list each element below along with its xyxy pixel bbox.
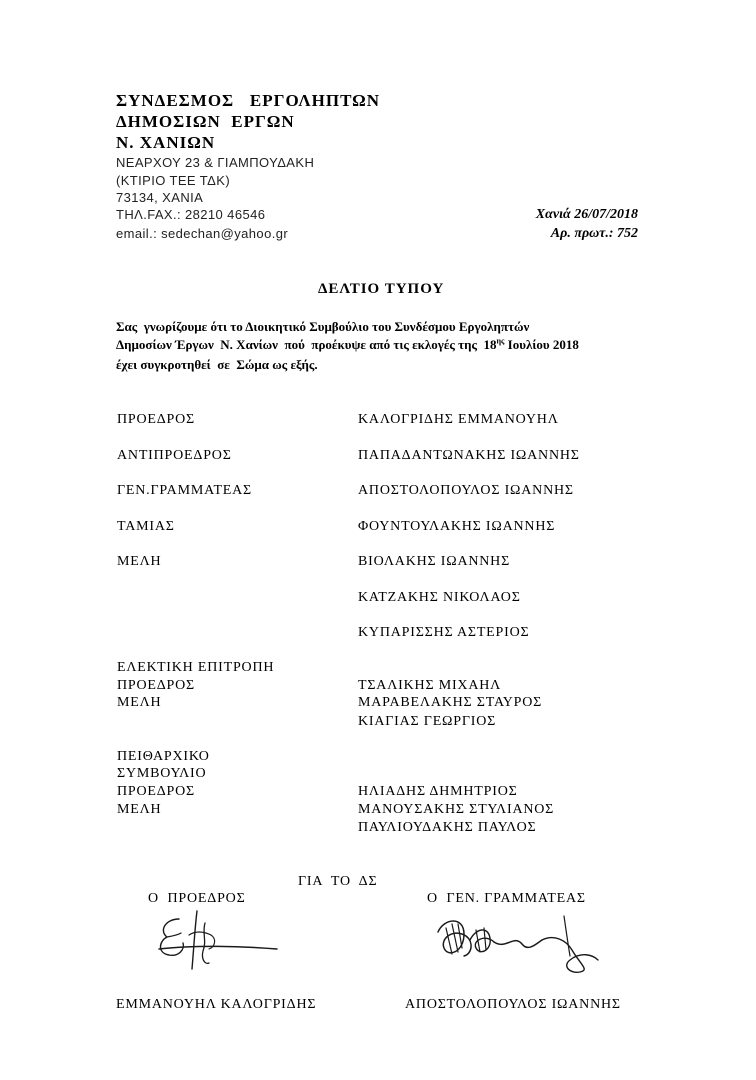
address-city: 73134, ΧΑΝΙΑ [116,190,204,205]
committee-member-name: ΜΑΡΑΒΕΛΑΚΗΣ ΣΤΑΥΡΟΣ [358,695,543,710]
ordinal-suffix: ης [496,336,505,346]
intro-line-1: Σας γνωρίζουμε ότι το Διοικητικό Συμβούλιο του Συνδέσμου Εργοληπτών [116,319,530,334]
board-role: ΜΕΛΗ [117,554,162,569]
council-role: ΠΡΟΕΔΡΟΣ [117,784,196,799]
org-name-line-1: ΣΥΝΔΕΣΜΟΣ ΕΡΓΟΛΗΠΤΩΝ [116,91,380,110]
board-role: ΤΑΜΙΑΣ [117,519,175,534]
intro-line-3: έχει συγκροτηθεί σε Σώμα ως εξής. [116,357,318,372]
secretary-signature [430,910,605,980]
board-member-name: ΒΙΟΛΑΚΗΣ ΙΩΑΝΝΗΣ [358,554,511,569]
board-role: ΠΡΟΕΔΡΟΣ [117,412,196,427]
board-member-name: ΠΑΠΑΔΑΝΤΩΝΑΚΗΣ ΙΩΑΝΝΗΣ [358,448,580,463]
address-building: (ΚΤΙΡΙΟ ΤΕΕ ΤΔΚ) [116,173,231,188]
email-address: email.: sedechan@yahoo.gr [116,226,289,241]
council-member-name: ΜΑΝΟΥΣΑΚΗΣ ΣΤΥΛΙΑΝΟΣ [358,802,555,817]
board-role: ΑΝΤΙΠΡΟΕΔΡΟΣ [117,448,232,463]
board-member-name: ΚΑΛΟΓΡΙΔΗΣ ΕΜΜΑΝΟΥΗΛ [358,412,559,427]
president-signature [145,905,285,980]
board-member-name: ΦΟΥΝΤΟΥΛΑΚΗΣ ΙΩΑΝΝΗΣ [358,519,556,534]
council-member-name: ΠΑΥΛΙΟΥΔΑΚΗΣ ΠΑΥΛΟΣ [358,820,537,835]
committee-role: ΜΕΛΗ [117,695,162,710]
document-title: ΔΕΛΤΙΟ ΤΥΠΟΥ [318,281,445,297]
org-name-line-3: Ν. ΧΑΝΙΩΝ [116,133,216,152]
intro-line-2-text: Δημοσίων Έργων Ν. Χανίων πού προέκυψε από τις εκλογές της 18 [116,337,497,352]
president-title: Ο ΠΡΟΕΔΡΟΣ [148,891,246,906]
board-member-name: ΚΑΤΖΑΚΗΣ ΝΙΚΟΛΑΟΣ [358,590,521,605]
board-role: ΓΕΝ.ΓΡΑΜΜΑΤΕΑΣ [117,483,253,498]
on-behalf-label: ΓΙΑ ΤΟ ΔΣ [298,874,378,889]
address-street: ΝΕΑΡΧΟΥ 23 & ΓΙΑΜΠΟΥΔΑΚΗ [116,155,315,170]
intro-line-2-date: Ιουλίου 2018 [504,337,579,352]
committee-role: ΠΡΟΕΔΡΟΣ [117,678,196,693]
board-member-name: ΚΥΠΑΡΙΣΣΗΣ ΑΣΤΕΡΙΟΣ [358,625,530,640]
election-committee-heading: ΕΛΕΚΤΙΚΗ ΕΠΙΤΡΟΠΗ [117,660,275,675]
council-role: ΜΕΛΗ [117,802,162,817]
disciplinary-council-heading-2: ΣΥΜΒΟΥΛΙΟ [117,766,207,781]
president-name: ΕΜΜΑΝΟΥΗΛ ΚΑΛΟΓΡΙΔΗΣ [116,997,317,1012]
org-name-line-2: ΔΗΜΟΣΙΩΝ ΕΡΓΩΝ [116,112,295,131]
phone-fax: ΤΗΛ.FAX.: 28210 46546 [116,207,266,222]
secretary-name: ΑΠΟΣΤΟΛΟΠΟΥΛΟΣ ΙΩΑΝΝΗΣ [405,997,621,1012]
committee-member-name: ΚΙΑΓΙΑΣ ΓΕΩΡΓΙΟΣ [358,714,497,729]
disciplinary-council-heading-1: ΠΕΙΘΑΡΧΙΚΟ [117,749,210,764]
protocol-number: Αρ. πρωτ.: 752 [550,226,638,241]
intro-line-2 [116,336,579,354]
board-member-name: ΑΠΟΣΤΟΛΟΠΟΥΛΟΣ ΙΩΑΝΝΗΣ [358,483,574,498]
committee-member-name: ΤΣΑΛΙΚΗΣ ΜΙΧΑΗΛ [358,678,502,693]
secretary-title: Ο ΓΕΝ. ΓΡΑΜΜΑΤΕΑΣ [427,891,586,906]
document-date: Χανιά 26/07/2018 [535,207,638,222]
council-member-name: ΗΛΙΑΔΗΣ ΔΗΜΗΤΡΙΟΣ [358,784,518,799]
